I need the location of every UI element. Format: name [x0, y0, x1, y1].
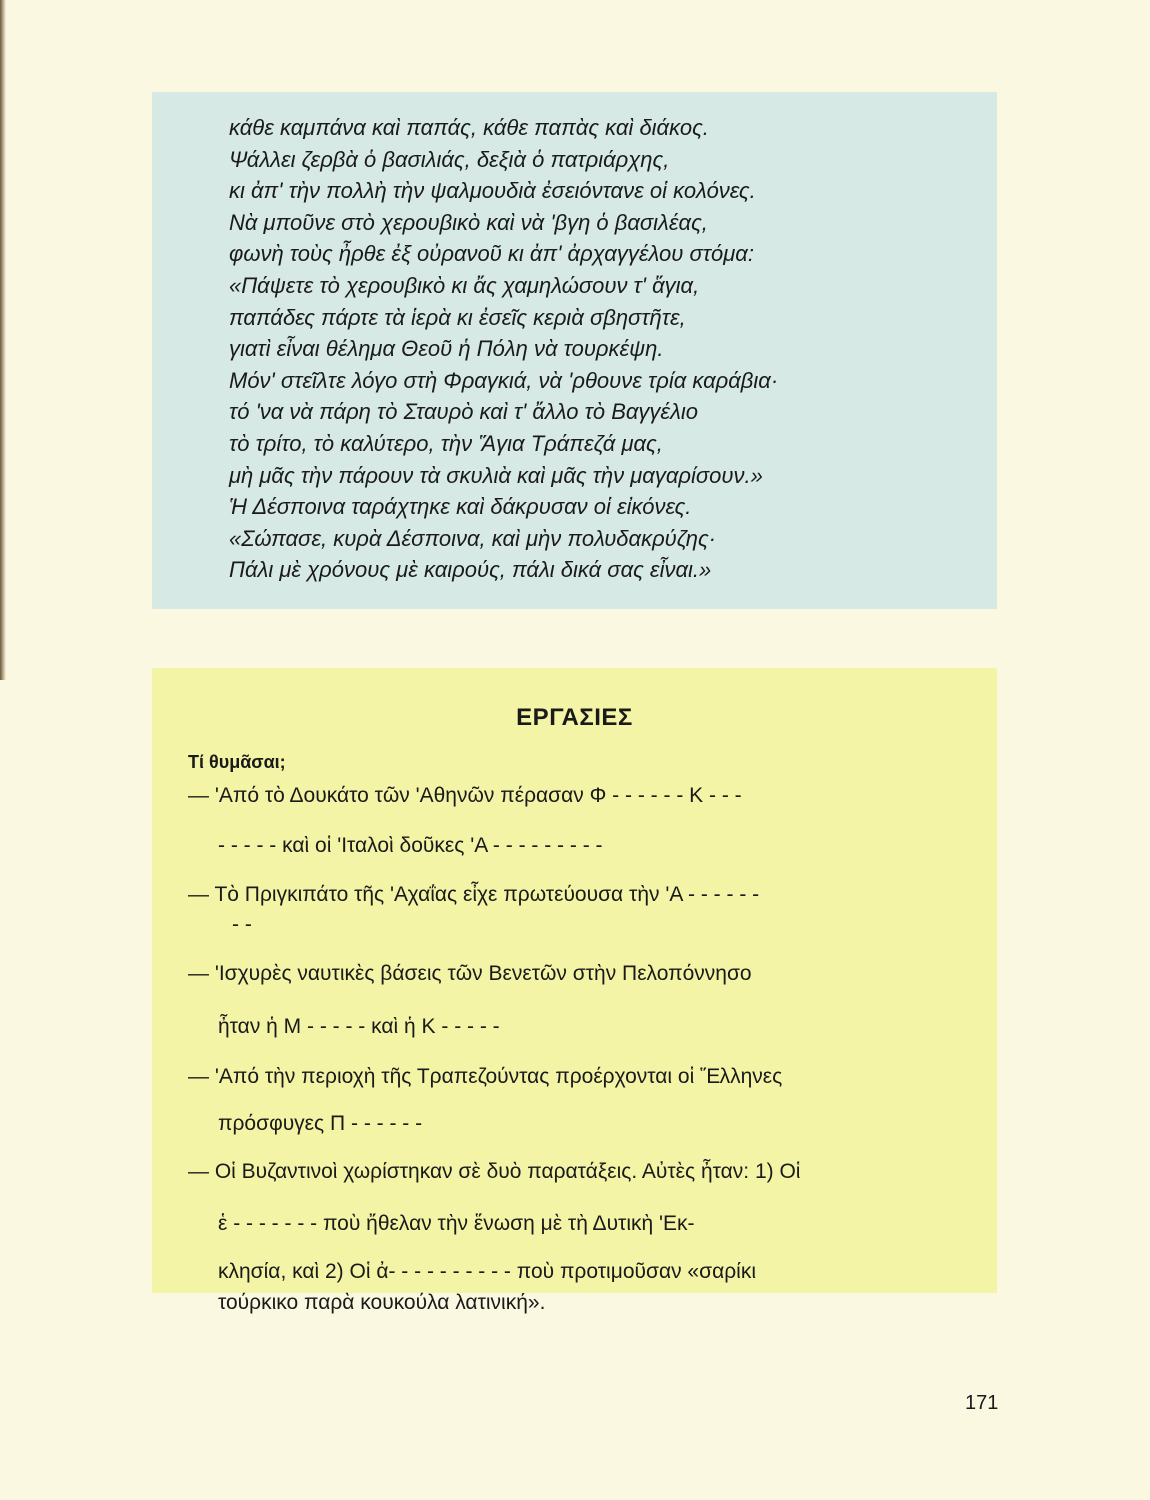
poem-line: κάθε καμπάνα καὶ παπάς, κάθε παπὰς καὶ διάκος.: [229, 115, 709, 140]
poem-line: «Σώπασε, κυρὰ Δέσποινα, καὶ μὴν πολυδακρύζης·: [229, 525, 716, 551]
page-number: 171: [965, 1392, 999, 1414]
poem-text: [229, 112, 989, 586]
exercise-line: — 'Από τὸ Δουκάτο τῶν 'Αθηνῶν πέρασαν Φ - - - - - - Κ - - -: [188, 784, 742, 807]
poem-line: μὴ μᾶς τὴν πάρουν τὰ σκυλιὰ καὶ μᾶς τὴν μαγαρίσουν.»: [229, 462, 763, 488]
exercise-line: ἦταν ἡ Μ - - - - - καὶ ἡ Κ - - - - -: [218, 1015, 500, 1038]
exercise-line: τούρκικο παρὰ κουκούλα λατινική».: [218, 1291, 546, 1314]
exercise-line: — 'Από τὴν περιοχὴ τῆς Τραπεζούντας προέρχονται οἱ Ἕλληνες: [188, 1065, 783, 1088]
poem-line: Ἡ Δέσποινα ταράχτηκε καὶ δάκρυσαν οἱ εἰκόνες.: [229, 494, 692, 520]
poem-line: παπάδες πάρτε τὰ ἱερὰ κι ἐσεῖς κεριὰ σβηστῆτε,: [229, 304, 686, 330]
poem-line: «Πάψετε τὸ χερουβικὸ κι ἄς χαμηλώσουν τ' ἅγια,: [229, 272, 700, 298]
poem-line: Νὰ μποῦνε στὸ χερουβικὸ καὶ νὰ 'βγη ὁ βασιλέας,: [229, 209, 708, 235]
poem-line: κι ἀπ' τὴν πολλὴ τὴν ψαλμουδιὰ ἐσειόντανε οἱ κολόνες.: [229, 178, 756, 204]
exercise-line: — Οἱ Βυζαντινοὶ χωρίστηκαν σὲ δυὸ παρατάξεις. Αὐτὲς ἦταν: 1) Οἱ: [188, 1160, 801, 1183]
poem-line: γιατὶ εἶναι θέλημα Θεοῦ ἡ Πόλη νὰ τουρκέψη.: [229, 336, 664, 362]
exercise-line: ἑ - - - - - - - ποὺ ἤθελαν τὴν ἕνωση μὲ τὴ Δυτικὴ 'Εκ-: [218, 1212, 695, 1235]
poem-line: Πάλι μὲ χρόνους μὲ καιρούς, πάλι δικά σας εἶναι.»: [229, 557, 712, 583]
exercise-line: πρόσφυγες Π - - - - - -: [218, 1112, 423, 1135]
poem-line: Μόν' στεῖλτε λόγο στὴ Φραγκιά, νὰ 'ρθουνε τρία καράβια·: [229, 367, 779, 393]
exercise-line: — 'Ισχυρὲς ναυτικὲς βάσεις τῶν Βενετῶν στὴν Πελοπόννησο: [188, 962, 752, 985]
poem-line: φωνὴ τοὺς ἦρθε ἐξ οὐρανοῦ κι ἀπ' ἀρχαγγέλου στόμα:: [229, 241, 754, 267]
exercises-subheading: Τί θυμᾶσαι;: [188, 752, 286, 772]
exercise-line: κλησία, καὶ 2) Οἱ ἀ- - - - - - - - - - ποὺ προτιμοῦσαν «σαρίκι: [218, 1260, 756, 1283]
poem-line: Ψάλλει ζερβὰ ὁ βασιλιάς, δεξιὰ ὁ πατριάρχης,: [229, 146, 670, 172]
poem-line: τό 'να νὰ πάρη τὸ Σταυρὸ καὶ τ' ἄλλο τὸ Βαγγέλιο: [229, 399, 699, 425]
exercise-line: - - - - - καὶ οἱ 'Ιταλοὶ δοῦκες 'Α - - - - - - - - -: [218, 834, 603, 857]
poem-line: τὸ τρίτο, τὸ καλύτερο, τὴν Ἅγια Τράπεζά μας,: [229, 430, 663, 456]
exercises-title: ΕΡΓΑΣΙΕΣ: [516, 704, 633, 731]
exercise-line: - -: [232, 913, 252, 936]
page-edge-shadow: [0, 0, 6, 680]
exercise-line: — Τὸ Πριγκιπάτο τῆς 'Αχαΐας εἶχε πρωτεύουσα τὴν 'Α - - - - - -: [188, 883, 760, 906]
